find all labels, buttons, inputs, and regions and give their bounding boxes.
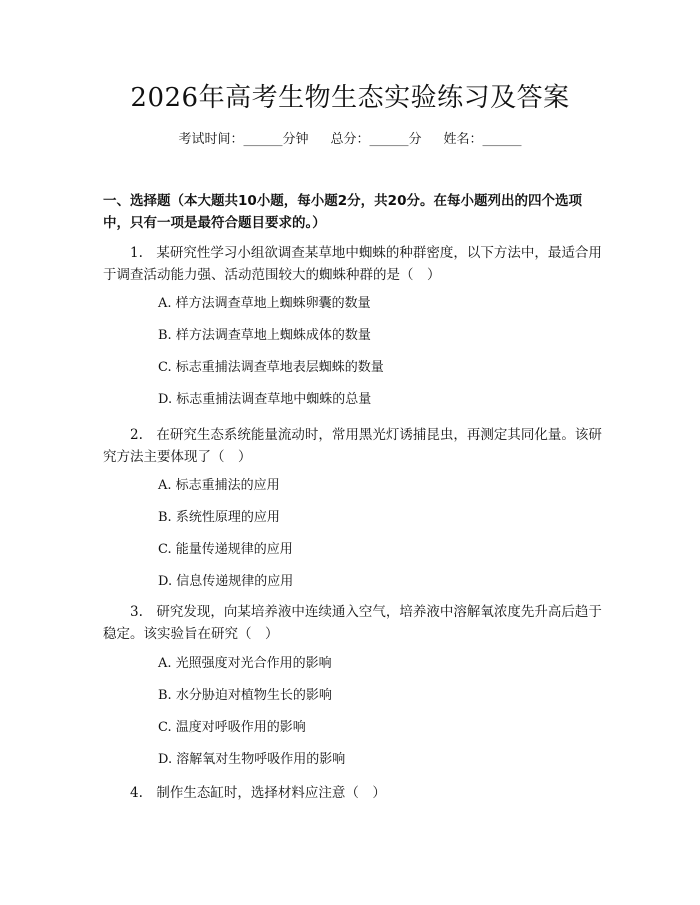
student-name-field: 姓名：______	[443, 132, 522, 147]
question-2-stem: 2. 在研究生态系统能量流动时，常用黑光灯诱捕昆虫，再测定其同化量。该研究方法主要体现了（ ）	[103, 427, 602, 465]
question-1-option-b: B. 样方法调查草地上蜘蛛成体的数量	[158, 328, 371, 343]
total-score-field: 总分：______分	[330, 132, 422, 147]
question-3-stem: 3. 研究发现，向某培养液中连续通入空气，培养液中溶解氧浓度先升高后趋于稳定。该实验旨在研究（ ）	[103, 604, 602, 642]
exam-time-field: 考试时间：______分钟	[178, 132, 309, 147]
section-heading: 一、选择题（本大题共10小题，每小题2分，共20分。在每小题列出的四个选项中，只有一项是最符合题目要求的。）	[103, 193, 582, 231]
question-2-option-d: D. 信息传递规律的应用	[158, 574, 294, 589]
page-title: 2026年高考生物生态实验练习及答案	[130, 83, 570, 113]
question-2-option-a: A. 标志重捕法的应用	[158, 478, 280, 493]
question-2-option-c: C. 能量传递规律的应用	[158, 542, 293, 557]
question-1-stem: 1. 某研究性学习小组欲调查某草地中蜘蛛的种群密度，以下方法中，最适合用于调查活动能力强、活动范围较大的蜘蛛种群的是（ ）	[103, 245, 602, 283]
question-3-option-b: B. 水分胁迫对植物生长的影响	[158, 688, 332, 703]
question-3-option-d: D. 溶解氧对生物呼吸作用的影响	[158, 752, 346, 767]
exam-meta	[0, 130, 700, 150]
question-2-option-b: B. 系统性原理的应用	[158, 510, 280, 525]
question-1-option-a: A. 样方法调查草地上蜘蛛卵囊的数量	[158, 296, 371, 311]
question-4-stem: 4. 制作生态缸时，选择材料应注意（ ）	[130, 785, 386, 801]
question-3-option-a: A. 光照强度对光合作用的影响	[158, 656, 332, 671]
question-1-option-c: C. 标志重捕法调查草地表层蜘蛛的数量	[158, 360, 384, 375]
question-3-option-c: C. 温度对呼吸作用的影响	[158, 720, 306, 735]
question-1-option-d: D. 标志重捕法调查草地中蜘蛛的总量	[158, 392, 372, 407]
